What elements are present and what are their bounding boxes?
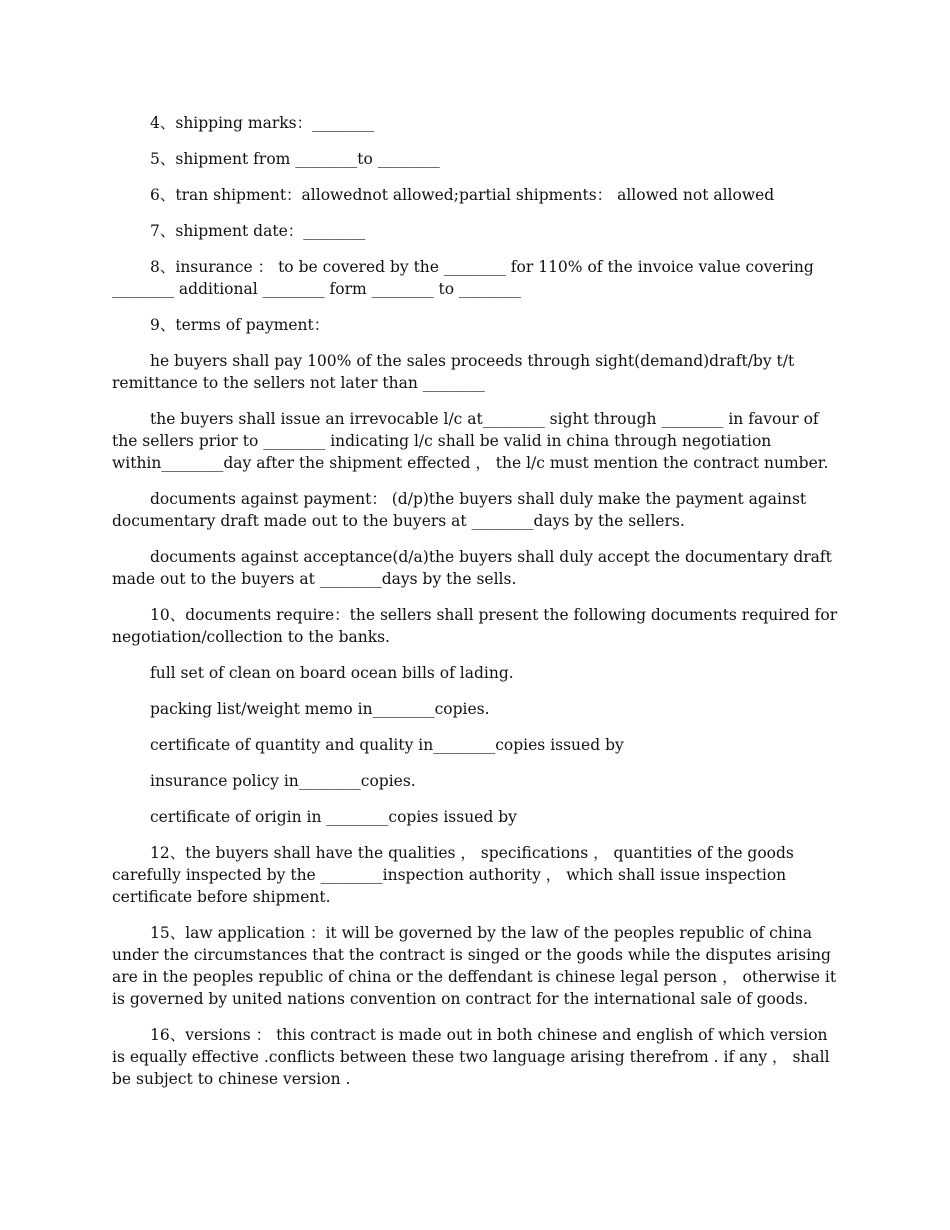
doc-quality-certificate: certificate of quantity and quality in________copies issued by	[150, 736, 624, 754]
payment-da: documents against acceptance(d/a)the buyers shall duly accept the documentary draft made out to the buyers at ________days by the sells.	[112, 548, 832, 588]
clause-shipment-from: 5、shipment from ________to ________	[150, 150, 440, 168]
clause-terms-of-payment: 9、terms of payment：	[150, 316, 330, 334]
doc-certificate-of-origin: certificate of origin in ________copies issued by	[150, 808, 517, 826]
clause-inspection: 12、the buyers shall have the qualities ， specifications ， quantities of the goods carefully inspected by the ________inspection authority ， which shall issue inspection certificate before shipment.	[112, 844, 794, 906]
doc-bills-of-lading: full set of clean on board ocean bills of lading.	[150, 664, 514, 682]
payment-lc: the buyers shall issue an irrevocable l/c at________ sight through ________ in favour of the sellers prior to ________ indicating l/c shall be valid in china through negotiation within________day after the shipment effected ， the l/c must mention the contract number.	[112, 410, 829, 472]
clause-law-application: 15、law application ：it will be governed by the law of the peoples republic of china under the circumstances that the contract is singed or the goods while the disputes arising are in the peoples republic of china or the deffendant is chinese legal person ， otherwise it is governed by united nations convention on contract for the international sale of goods.	[112, 924, 837, 1008]
document-body	[112, 112, 840, 1104]
doc-insurance-policy: insurance policy in________copies.	[150, 772, 416, 790]
clause-shipping-marks: 4、shipping marks：________	[150, 114, 375, 132]
clause-shipment-date: 7、shipment date：________	[150, 222, 366, 240]
payment-dp: documents against payment： (d/p)the buyers shall duly make the payment against documentary draft made out to the buyers at ________days by the sellers.	[112, 490, 807, 530]
clause-transhipment: 6、tran shipment：allowednot allowed;partial shipments： allowed not allowed	[150, 186, 775, 204]
doc-packing-list: packing list/weight memo in________copies.	[150, 700, 490, 718]
clause-documents-require: 10、documents require：the sellers shall present the following documents required for negotiation/collection to the banks.	[112, 606, 838, 646]
clause-insurance: 8、insurance ： to be covered by the ________ for 110% of the invoice value covering ________ additional ________ form ________ to ________	[112, 258, 814, 298]
clause-versions: 16、versions ： this contract is made out in both chinese and english of which version is equally effective .conflicts between these two language arising therefrom . if any ， shall be subject to chinese version .	[112, 1026, 830, 1088]
payment-tt: he buyers shall pay 100% of the sales proceeds through sight(demand)draft/by t/t remittance to the sellers not later than ________	[112, 352, 795, 392]
